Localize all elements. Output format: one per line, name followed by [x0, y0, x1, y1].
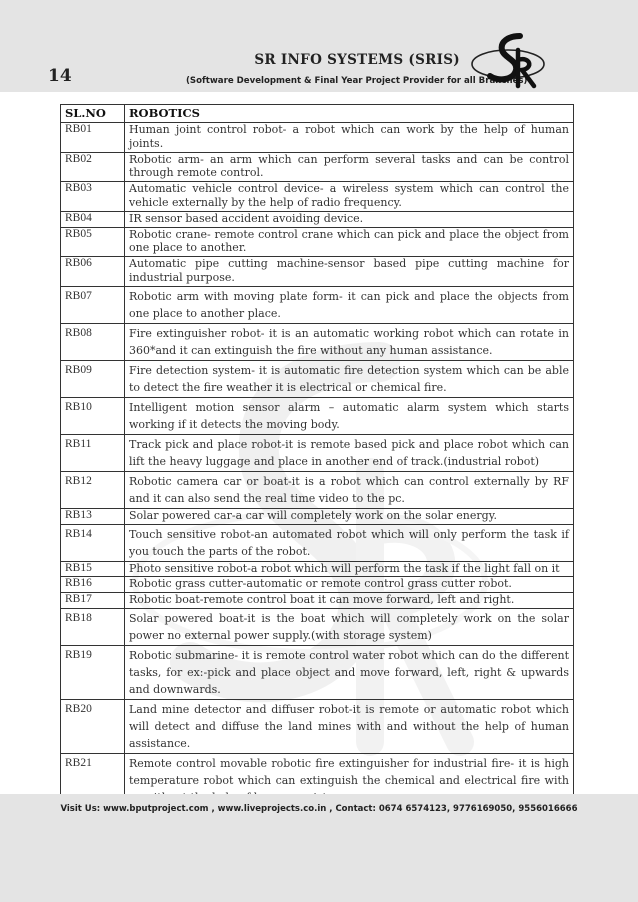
- table-row: [61, 397, 574, 434]
- project-description: Photo sensitive robot-a robot which will perform the task if the light fall on it: [125, 561, 574, 577]
- project-code: RB06: [61, 257, 125, 287]
- project-description: Automatic vehicle control device- a wireless system which can control the vehicle externally by the help of radio frequency.: [125, 182, 574, 212]
- project-code: RB12: [61, 471, 125, 508]
- project-description: Fire detection system- it is automatic fire detection system which can be able to detect the fire weather it is electrical or chemical fire.: [125, 360, 574, 397]
- project-code: RB16: [61, 577, 125, 593]
- project-code: RB14: [61, 524, 125, 561]
- project-description: Touch sensitive robot-an automated robot which will only perform the task if you touch the parts of the robot.: [125, 524, 574, 561]
- project-code: RB20: [61, 699, 125, 753]
- table-row: [61, 699, 574, 753]
- table-row: [61, 323, 574, 360]
- table-row: [61, 123, 574, 153]
- project-description: IR sensor based accident avoiding device.: [125, 211, 574, 227]
- project-description: Fire extinguisher robot- it is an automatic working robot which can rotate in 360*and it can extinguish the fire without any human assistance.: [125, 323, 574, 360]
- project-code: RB21: [61, 753, 125, 807]
- table-row: [61, 152, 574, 182]
- footer-contact-text: Visit Us: www.bputproject.com , www.liveprojects.co.in , Contact: 0674 6574123, 9776169050, 9556016666: [60, 804, 578, 814]
- table-row: [61, 182, 574, 212]
- project-code: RB10: [61, 397, 125, 434]
- table-row: [61, 524, 574, 561]
- project-code: RB11: [61, 434, 125, 471]
- project-code: RB13: [61, 508, 125, 524]
- project-description: Robotic arm with moving plate form- it can pick and place the objects from one place to another place.: [125, 286, 574, 323]
- table-row: [61, 471, 574, 508]
- project-code: RB15: [61, 561, 125, 577]
- project-code: RB02: [61, 152, 125, 182]
- table-row: [61, 286, 574, 323]
- robotics-projects-table: [60, 104, 574, 808]
- table-row: [61, 608, 574, 645]
- project-description: Human joint control robot- a robot which can work by the help of human joints.: [125, 123, 574, 153]
- project-description: Remote control movable robotic fire extinguisher for industrial fire- it is high temperature robot which can extinguish the chemical and electrical fire with: [125, 753, 574, 807]
- page-header: [0, 0, 638, 92]
- project-description: Land mine detector and diffuser robot-it is remote or automatic robot which will detect and diffuse the land mines with and without the help of human assistance.: [125, 699, 574, 753]
- project-description: Robotic crane- remote control crane which can pick and place the object from one place to another.: [125, 227, 574, 257]
- project-code: RB03: [61, 182, 125, 212]
- sris-logo-icon: [468, 30, 548, 90]
- table-row: [61, 508, 574, 524]
- project-description: Solar powered car-a car will completely work on the solar energy.: [125, 508, 574, 524]
- project-code: RB19: [61, 645, 125, 699]
- table-row: [61, 561, 574, 577]
- project-code: RB17: [61, 593, 125, 609]
- table-row: [61, 434, 574, 471]
- table-row: [61, 211, 574, 227]
- project-description: Robotic arm- an arm which can perform several tasks and can be control through remote control.: [125, 152, 574, 182]
- table-row: [61, 645, 574, 699]
- project-description: Automatic pipe cutting machine-sensor based pipe cutting machine for industrial purpose.: [125, 257, 574, 287]
- header-robotics: ROBOTICS: [125, 105, 574, 123]
- project-description: Robotic camera car or boat-it is a robot which can control externally by RF and it can also send the real time video to the pc.: [125, 471, 574, 508]
- company-tagline: (Software Development & Final Year Project Provider for all Branches): [186, 76, 528, 86]
- table-row: [61, 360, 574, 397]
- project-code: RB07: [61, 286, 125, 323]
- table-row: [61, 577, 574, 593]
- page-footer: [0, 794, 638, 902]
- header-sl-no: SL.NO: [61, 105, 125, 123]
- project-code: RB01: [61, 123, 125, 153]
- page-number: 14: [48, 66, 72, 86]
- project-code: RB18: [61, 608, 125, 645]
- table-row: [61, 227, 574, 257]
- table-row: [61, 257, 574, 287]
- project-description: Track pick and place robot-it is remote based pick and place robot which can lift the heavy luggage and place in another end of track.(industrial robot): [125, 434, 574, 471]
- table-row: [61, 593, 574, 609]
- project-code: RB09: [61, 360, 125, 397]
- project-code: RB04: [61, 211, 125, 227]
- project-description: Robotic boat-remote control boat it can move forward, left and right.: [125, 593, 574, 609]
- project-description: Intelligent motion sensor alarm – automatic alarm system which starts working if it detects the moving body.: [125, 397, 574, 434]
- project-code: RB05: [61, 227, 125, 257]
- table-header-row: [61, 105, 574, 123]
- project-description: Robotic grass cutter-automatic or remote control grass cutter robot.: [125, 577, 574, 593]
- project-code: RB08: [61, 323, 125, 360]
- project-description: Robotic submarine- it is remote control water robot which can do the different tasks, for ex:-pick and place object and move forward, left, right & upwards and downwards.: [125, 645, 574, 699]
- company-name: SR INFO SYSTEMS (SRIS): [254, 52, 460, 68]
- project-description: Solar powered boat-it is the boat which will completely work on the solar power no external power supply.(with storage system): [125, 608, 574, 645]
